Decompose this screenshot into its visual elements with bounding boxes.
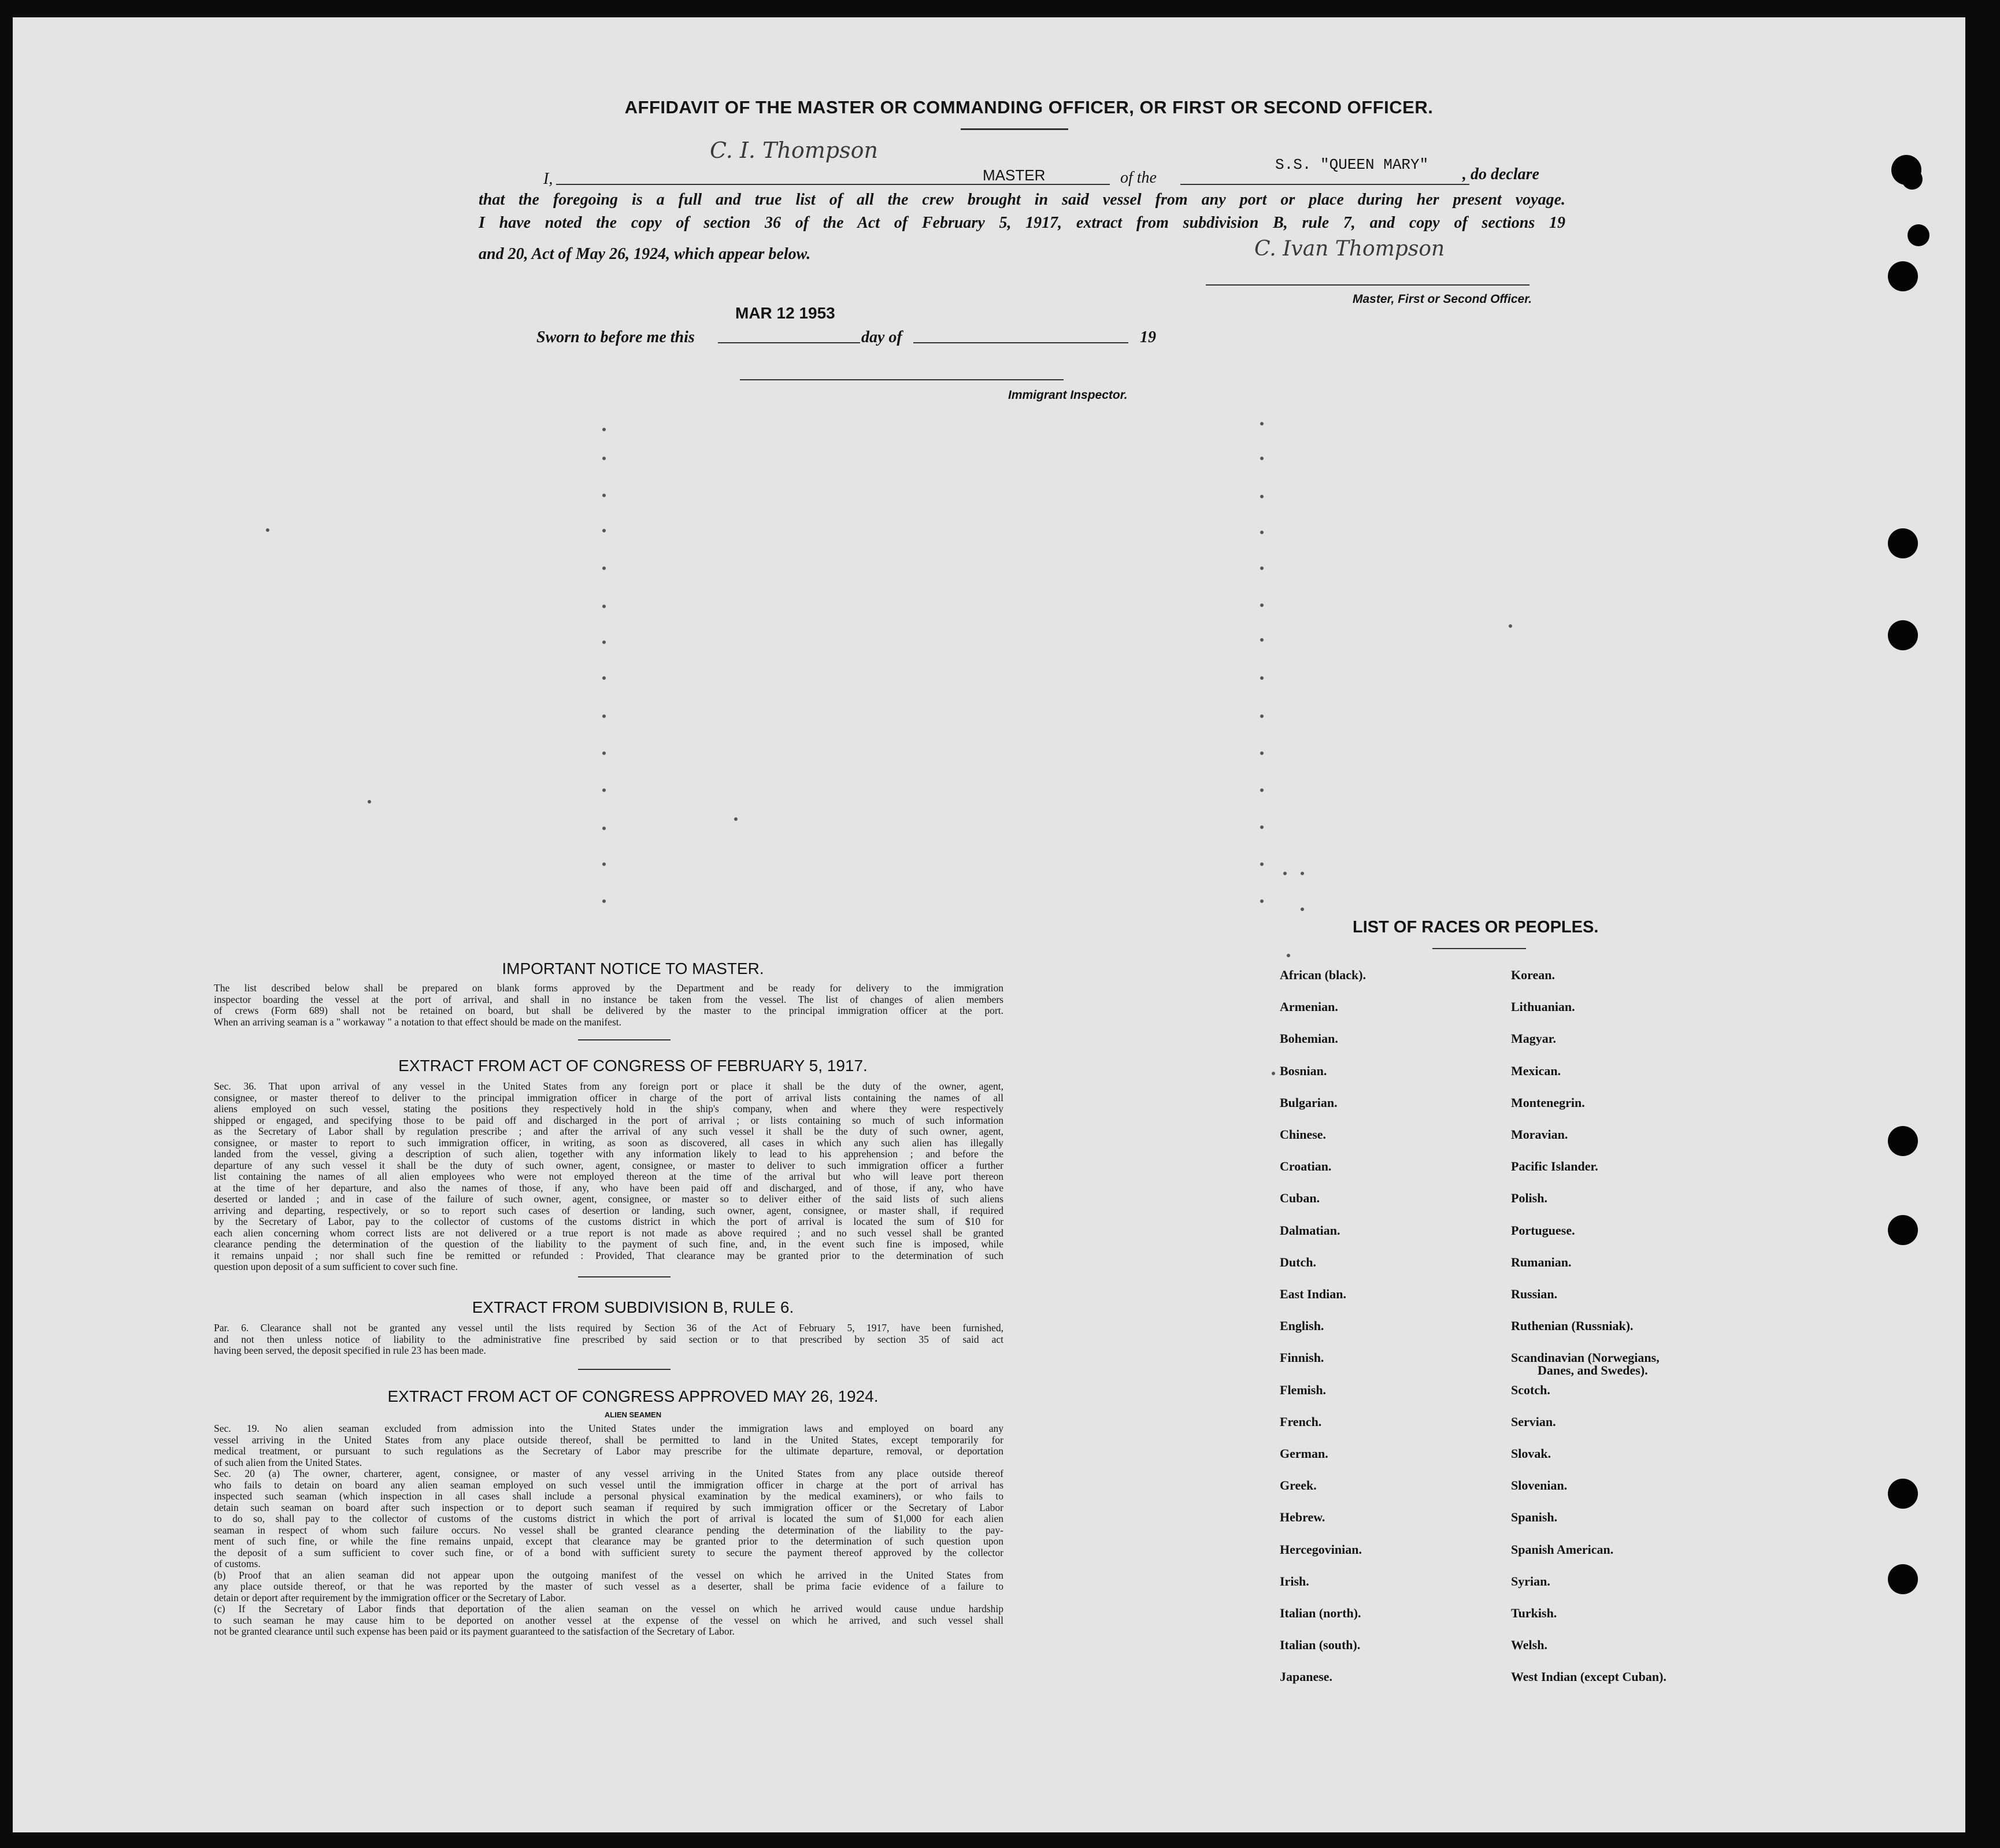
text-line: arriving and departing, respectively, or so to report such cases of desertion or landing, such owner, agent, consignee, or master shall, if required <box>214 1204 1003 1216</box>
inspector-line <box>740 379 1064 380</box>
race-item: Ruthenian (Russniak). <box>1511 1319 1634 1333</box>
race-item: African (black). <box>1280 968 1366 982</box>
punch-hole <box>1888 1126 1918 1156</box>
inspector-label: Immigrant Inspector. <box>1008 388 1128 402</box>
punch-hole <box>1888 1479 1918 1509</box>
text-line: When an arriving seaman is a " workaway " a notation to that effect should be made on the manifest. <box>214 1016 621 1028</box>
race-item: Bulgarian. <box>1280 1095 1338 1110</box>
speck <box>602 714 606 718</box>
race-item: Finnish. <box>1280 1350 1324 1365</box>
speck <box>1260 899 1264 903</box>
text-line: medical treatment, or pursuant to such regulations as the Secretary of Labor may prescribe for the ultimate departure, removal, or deportation <box>214 1445 1003 1457</box>
speck <box>1260 714 1264 718</box>
text-line: consignee, or master to report to such immigration officer, in writing, as soon as discovered, all cases in which any such alien has illegally <box>214 1136 1003 1149</box>
punch-hole <box>1888 261 1918 291</box>
text-line: Sec. 19. No alien seaman excluded from admission into the United States under the immigration laws and employed on board any <box>214 1423 1003 1434</box>
day-of-label: day of <box>861 328 902 346</box>
text-line: it remains unpaid ; nor shall such fine be remitted or refunded : Provided, That clearance may be granted prior to the determination of such <box>214 1249 1003 1261</box>
text-line: any place outside thereof, or that he was reported by the master of such vessel as a deserter, shall be prima facie evidence of a failure to <box>214 1580 1003 1592</box>
officer-signature: C. Ivan Thompson <box>1254 237 1445 261</box>
races-title: LIST OF RACES OR PEOPLES. <box>1353 918 1599 936</box>
alien-seamen-subtitle: ALIEN SEAMEN <box>604 1410 662 1419</box>
speck <box>602 457 606 460</box>
speck <box>1301 908 1304 911</box>
speck <box>1260 566 1264 570</box>
text-line: not be granted clearance until such expense has been paid or its payment guaranteed to the satisfaction of the Secretary of Labor. <box>214 1625 735 1637</box>
sworn-label: Sworn to before me this <box>536 328 695 346</box>
speck <box>602 605 606 608</box>
affidavit-line-2: that the foregoing is a full and true list of all the crew brought in said vessel from any port or place during her present voyage. <box>479 191 1565 209</box>
text-line: vessel arriving in the United States from any place outside thereof, shall be permitted to land in the United States, except temporarily for <box>214 1434 1003 1446</box>
rule6-body <box>214 1323 1003 1357</box>
race-item: Hebrew. <box>1280 1510 1325 1524</box>
race-item: Italian (north). <box>1280 1606 1361 1620</box>
year-prefix: 19 <box>1140 328 1156 346</box>
text-line: by the Secretary of Labor, pay to the collector of customs of the customs district in which the port of arrival is located the sum of $10 for <box>214 1216 1003 1227</box>
rule6-title: EXTRACT FROM SUBDIVISION B, RULE 6. <box>472 1298 794 1316</box>
of-the-label: of the <box>1120 169 1157 187</box>
race-item: Portuguese. <box>1511 1223 1575 1238</box>
speck <box>1260 495 1264 498</box>
speck <box>1287 954 1290 957</box>
races-title-rule <box>1432 948 1526 949</box>
text-line: seaman in respect of whom such failure occurs. No vessel shall be granted clearance pending the determination of the liability to the pay- <box>214 1524 1003 1536</box>
race-item: Flemish. <box>1280 1383 1327 1397</box>
race-item: Irish. <box>1280 1574 1309 1588</box>
text-line: detain such seaman on board after such inspection or to deport such seaman if required by such immigration officer or the Secretary of Labor <box>214 1501 1003 1513</box>
speck <box>602 788 606 792</box>
speck <box>1301 872 1304 875</box>
race-item: German. <box>1280 1446 1328 1461</box>
race-item: English. <box>1280 1319 1324 1333</box>
race-scandinavian-cont: Danes, and Swedes). <box>1538 1363 1648 1377</box>
text-line: shipped or engaged, and specifying those to be paid off and discharged in the port of arrival ; or lists containing so much of such information <box>214 1114 1003 1126</box>
race-item: Polish. <box>1511 1191 1547 1205</box>
race-item: Rumanian. <box>1511 1255 1572 1269</box>
extract-1917-body <box>214 1081 1003 1273</box>
race-item: Welsh. <box>1511 1638 1547 1652</box>
i-label: I, <box>543 170 553 188</box>
race-item: Magyar. <box>1511 1031 1557 1046</box>
speck <box>602 494 606 497</box>
race-item: Dutch. <box>1280 1255 1316 1269</box>
text-line: of such alien from the United States. <box>214 1456 362 1468</box>
speck <box>1509 624 1512 628</box>
text-line: the deposit of a sum sufficient to cover such fine, or of a bond with sufficient surety to secure the payment thereof approved by the collector <box>214 1546 1003 1558</box>
punch-hole <box>1888 1215 1918 1245</box>
affidavit-line-3: I have noted the copy of section 36 of the Act of February 5, 1917, extract from subdivision B, rule 7, and copy of sections 19 <box>479 214 1565 232</box>
race-item: Moravian. <box>1511 1127 1568 1142</box>
text-line: deserted or landed ; and in case of the failure of such owner, agent, consignee, or master so to deliver either of the said lists of such aliens <box>214 1193 1003 1205</box>
extract-1924-body <box>214 1423 1003 1638</box>
speck <box>602 899 606 903</box>
text-line: The list described below shall be prepared on blank forms approved by the Department and be ready for delivery to the immigration <box>214 982 1003 994</box>
text-line: detain or deport after requirement by the immigration officer or the Secretary of Labor. <box>214 1591 566 1603</box>
text-line: at the time of her departure, and also the names of those, if any, who have been paid off and discharged, and of those, if any, who have <box>214 1182 1003 1194</box>
speck <box>602 827 606 830</box>
master-name-handwritten: C. I. Thompson <box>710 138 878 163</box>
speck <box>368 800 371 803</box>
text-line: Par. 6. Clearance shall not be granted any vessel until the lists required by Section 36 of the Act of February 5, 1917, have been furnished, <box>214 1322 1003 1334</box>
speck <box>602 676 606 680</box>
race-item: Russian. <box>1511 1287 1558 1301</box>
race-item: Japanese. <box>1280 1669 1333 1684</box>
vessel-line <box>1180 184 1469 185</box>
speck <box>1260 638 1264 642</box>
divider <box>578 1276 671 1277</box>
speck <box>266 528 269 532</box>
text-line: who fails to detain on board any alien seaman employed on such vessel until the immigration officer in charge at the port of arrival has <box>214 1479 1003 1491</box>
race-item: Lithuanian. <box>1511 999 1575 1014</box>
race-item: Armenian. <box>1280 999 1338 1014</box>
notice-title: IMPORTANT NOTICE TO MASTER. <box>502 960 764 977</box>
text-line: Sec. 36. That upon arrival of any vessel in the United States from any foreign port or place it shall be the duty of the owner, agent, <box>214 1080 1003 1092</box>
extract-1924-title: EXTRACT FROM ACT OF CONGRESS APPROVED MAY 26, 1924. <box>387 1387 879 1405</box>
race-item: Mexican. <box>1511 1064 1561 1078</box>
text-line: clearance pending the determination of the question of the liability to the payment of such fine, and, in the event such fine is imposed, while <box>214 1238 1003 1250</box>
text-line: Sec. 20 (a) The owner, charterer, agent, consignee, or master of any vessel arriving in the United States from any place outside thereof <box>214 1468 1003 1479</box>
race-item: Bosnian. <box>1280 1064 1327 1078</box>
text-line: and not then unless notice of liability to the administrative fine prescribed by said section or to that prescribed by section 35 of said act <box>214 1333 1003 1345</box>
divider <box>578 1039 671 1040</box>
race-item: Pacific Islander. <box>1511 1159 1598 1173</box>
signer-label: Master, First or Second Officer. <box>1353 292 1532 306</box>
extract-1917-title: EXTRACT FROM ACT OF CONGRESS OF FEBRUARY 5, 1917. <box>398 1057 868 1075</box>
text-line: as the Secretary of Labor shall by regulation prescribe ; and after the arrival of any such vessel it shall be the duty of such owner, agent, <box>214 1125 1003 1137</box>
race-item: Spanish American. <box>1511 1542 1614 1557</box>
speck <box>1260 531 1264 534</box>
affidavit-line-4: and 20, Act of May 26, 1924, which appear below. <box>479 245 811 263</box>
race-item: French. <box>1280 1414 1322 1429</box>
race-item: Italian (south). <box>1280 1638 1361 1652</box>
race-item: Cuban. <box>1280 1191 1320 1205</box>
race-item: Scandinavian (Norwegians, <box>1511 1350 1660 1365</box>
text-line: each alien concerning whom correct lists are not delivered or a true report is not made as above required ; and no such vessel shall be granted <box>214 1227 1003 1239</box>
text-line: aliens employed on such vessel, stating the positions they respectively hold in the ship's company, when and where they were respectively <box>214 1103 1003 1114</box>
race-item: Croatian. <box>1280 1159 1332 1173</box>
do-declare-label: , do declare <box>1462 165 1539 183</box>
rank-master: MASTER <box>983 166 1046 184</box>
speck <box>1260 603 1264 607</box>
speck <box>1260 788 1264 792</box>
text-line: of customs. <box>214 1558 261 1569</box>
text-line: list containing the names of all alien employees who were not employed thereon at the time of the arrival but who will leave port thereon <box>214 1171 1003 1182</box>
race-item: Slovak. <box>1511 1446 1551 1461</box>
text-line: having been served, the deposit specified in rule 23 has been made. <box>214 1345 486 1356</box>
text-line: inspector boarding the vessel at the port of arrival, and shall in no instance be taken from the vessel. The list of changes of alien members <box>214 993 1003 1005</box>
punch-hole <box>1888 1564 1918 1594</box>
race-item: Montenegrin. <box>1511 1095 1585 1110</box>
speck <box>1260 751 1264 755</box>
notice-body <box>214 983 1003 1028</box>
race-item: Korean. <box>1511 968 1555 982</box>
race-item: East Indian. <box>1280 1287 1346 1301</box>
text-line: ment of such fine, or while the fine remains unpaid, except that clearance may be granted prior to the determination of such question upon <box>214 1535 1003 1547</box>
speck <box>602 529 606 532</box>
text-line: (c) If the Secretary of Labor finds that deportation of the alien seaman on the vessel on which he arrived would cause undue hardship <box>214 1603 1003 1614</box>
punch-hole <box>1902 169 1923 190</box>
speck <box>602 751 606 755</box>
text-line: question upon deposit of a sum sufficient to cover such fine. <box>214 1261 458 1272</box>
speck <box>1260 422 1264 425</box>
race-item: Greek. <box>1280 1478 1317 1493</box>
race-item: Hercegovinian. <box>1280 1542 1362 1557</box>
divider <box>578 1369 671 1370</box>
speck <box>734 817 738 821</box>
race-item: Chinese. <box>1280 1127 1327 1142</box>
speck <box>1260 825 1264 829</box>
text-line: consignee, or master thereof to deliver to the principal immigration officer in charge of the port of arrival lists containing the names of all <box>214 1091 1003 1103</box>
text-line: inspected such seaman (which inspection in all cases shall include a personal physical examination by the medical examiners), or who fails to <box>214 1490 1003 1502</box>
race-item: West Indian (except Cuban). <box>1511 1669 1666 1684</box>
speck <box>602 640 606 644</box>
punch-hole <box>1908 224 1929 246</box>
day-line <box>718 342 860 343</box>
text-line: of crews (Form 689) shall not be retained on board, but shall be delivered by the master to the principal immigration officer at the port. <box>214 1005 1003 1016</box>
signature-line <box>1206 284 1529 286</box>
text-line: (b) Proof that an alien seaman did not appear upon the outgoing manifest of the vessel on which he arrived in the United States from <box>214 1569 1003 1581</box>
month-line <box>913 342 1128 343</box>
punch-hole <box>1888 620 1918 650</box>
speck <box>1260 457 1264 460</box>
race-item: Syrian. <box>1511 1574 1550 1588</box>
race-item: Scotch. <box>1511 1383 1550 1397</box>
title-rule <box>961 128 1068 130</box>
speck <box>1283 872 1287 875</box>
race-item: Bohemian. <box>1280 1031 1338 1046</box>
race-item: Turkish. <box>1511 1606 1557 1620</box>
text-line: to such seaman he may cause him to be deported on another vessel at the expense of the vessel on which he arrived, and such vessel shall <box>214 1614 1003 1626</box>
vessel-name: S.S. "QUEEN MARY" <box>1275 156 1429 173</box>
text-line: to do so, shall pay to the collector of customs of the customs district in which the port of arrival is located the sum of $1,000 for each alien <box>214 1513 1003 1524</box>
race-item: Dalmatian. <box>1280 1223 1340 1238</box>
affidavit-title: AFFIDAVIT OF THE MASTER OR COMMANDING OFFICER, OR FIRST OR SECOND OFFICER. <box>624 97 1434 117</box>
punch-hole <box>1888 528 1918 558</box>
race-item: Servian. <box>1511 1414 1556 1429</box>
text-line: landed from the vessel, giving a description of such alien, together with any information likely to lead to his apprehension ; and before the <box>214 1148 1003 1160</box>
date-stamp: MAR 12 1953 <box>735 304 835 322</box>
speck <box>602 428 606 431</box>
speck <box>602 862 606 866</box>
speck <box>1260 676 1264 680</box>
speck <box>602 566 606 570</box>
text-line: departure of any such vessel it shall be the duty of such owner, agent, consignee, or master to deliver to such immigration officer a further <box>214 1159 1003 1171</box>
race-item: Slovenian. <box>1511 1478 1568 1493</box>
race-item: Spanish. <box>1511 1510 1558 1524</box>
speck <box>1272 1072 1275 1075</box>
speck <box>1260 862 1264 866</box>
